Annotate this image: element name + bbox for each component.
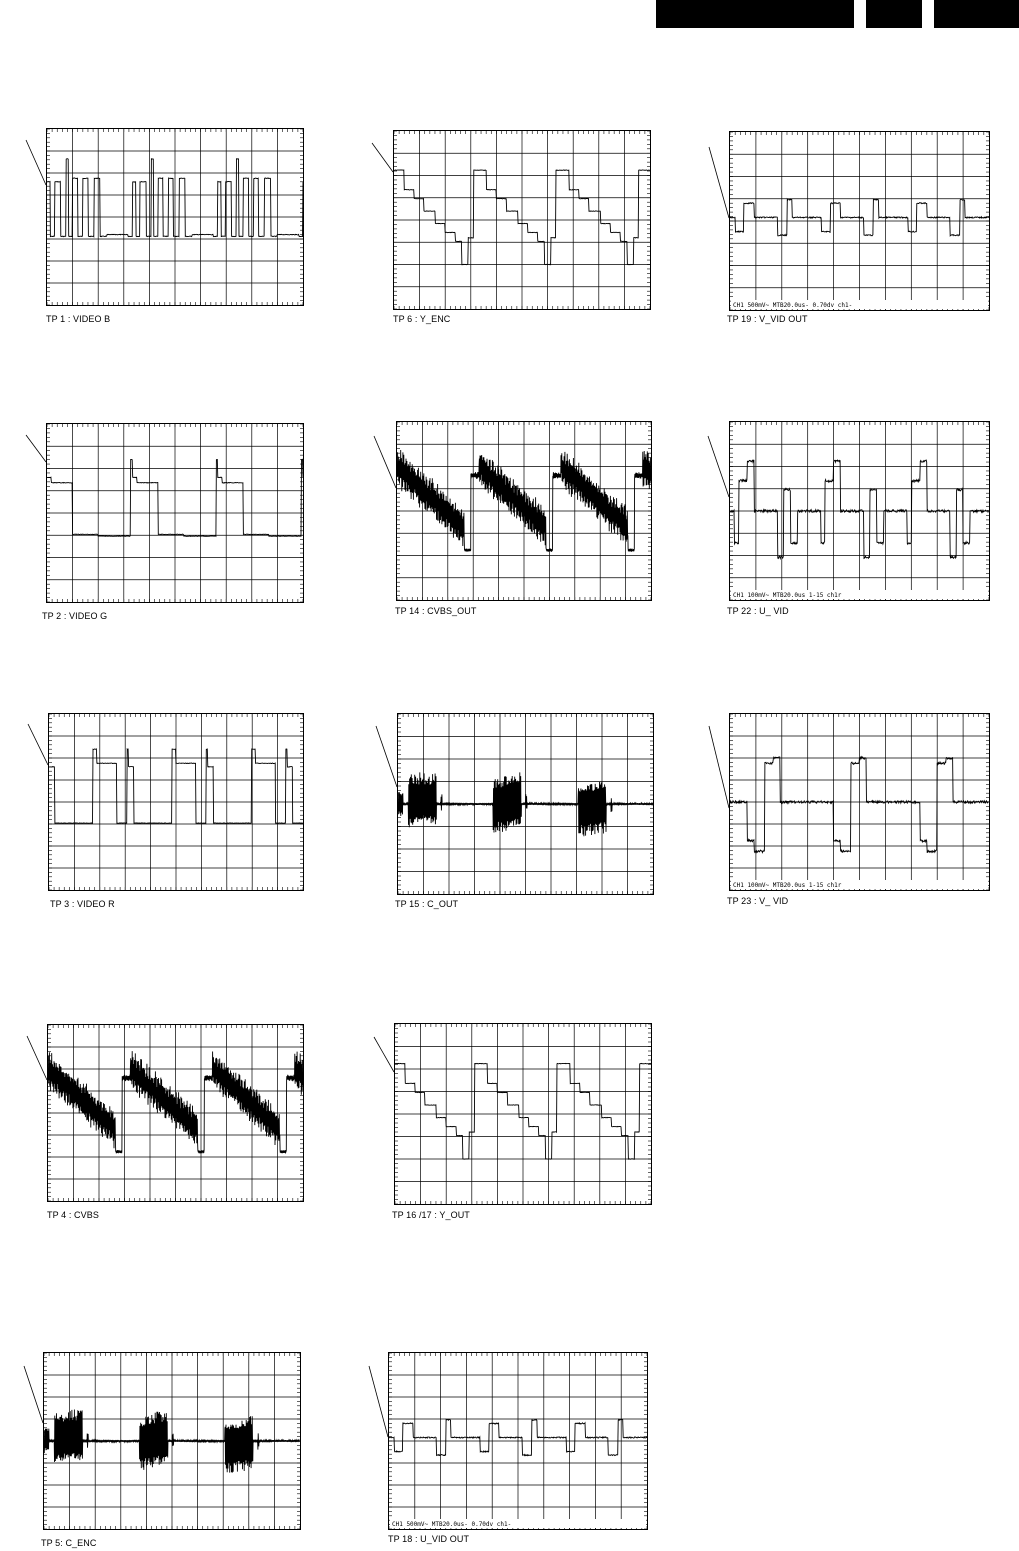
- scope-grid: [49, 714, 303, 890]
- readout-tp19: CH1 500mV~ MTB20.0us- 0.70dv ch1-: [733, 302, 853, 309]
- scope-tp4: [47, 1024, 304, 1202]
- caption-tp14: TP 14 : CVBS_OUT: [395, 606, 477, 616]
- waveform-tp4: [48, 1025, 303, 1201]
- caption-tp4: TP 4 : CVBS: [47, 1210, 99, 1220]
- readout-tp23: CH1 100mV~ MTB20.0us 1-15 ch1r: [733, 882, 842, 889]
- scope-tp5: [43, 1352, 301, 1530]
- pointer-line: [374, 1037, 394, 1072]
- pointer-line: [709, 147, 729, 218]
- waveform-tp16: [395, 1024, 651, 1204]
- waveform-tp19: [730, 132, 989, 310]
- caption-tp5: TP 5: C_ENC: [41, 1538, 97, 1548]
- waveform-tp3: [49, 714, 303, 890]
- scope-tp2: [46, 423, 304, 603]
- caption-tp2: TP 2 : VIDEO G: [42, 611, 108, 621]
- scope-tp23: [729, 713, 990, 891]
- waveform-tp6: [394, 131, 650, 309]
- scope-tp22: [729, 421, 990, 601]
- caption-tp1: TP 1 : VIDEO B: [46, 314, 111, 324]
- pointer-line: [28, 724, 48, 765]
- waveform-tp2: [47, 424, 303, 602]
- caption-tp18: TP 18 : U_VID OUT: [388, 1534, 470, 1544]
- scope-tp19: [729, 131, 990, 311]
- pointer-line: [709, 726, 729, 808]
- scope-grid: [395, 1024, 651, 1204]
- pointer-line: [374, 436, 396, 488]
- caption-tp15: TP 15 : C_OUT: [395, 899, 459, 909]
- scope-tp1: [46, 128, 304, 306]
- header-block-1: [656, 0, 854, 28]
- scope-tp3: [48, 713, 304, 891]
- pointer-line: [372, 143, 393, 172]
- pointer-line: [369, 1366, 388, 1437]
- caption-tp23: TP 23 : V_ VID: [727, 896, 789, 906]
- waveform-tp14: [397, 422, 651, 600]
- scope-grid: [47, 424, 303, 602]
- waveform-tp23: [730, 714, 989, 890]
- caption-tp19: TP 19 : V_VID OUT: [727, 314, 808, 324]
- header-block-3: [934, 0, 1019, 28]
- caption-tp22: TP 22 : U_ VID: [727, 606, 789, 616]
- scope-tp15: [397, 713, 654, 895]
- pointer-line: [708, 436, 729, 497]
- pointer-line: [26, 140, 46, 185]
- scope-grid: [394, 131, 650, 309]
- caption-tp6: TP 6 : Y_ENC: [393, 314, 451, 324]
- header-block-2: [866, 0, 922, 28]
- scope-tp16: [394, 1023, 652, 1205]
- waveform-tp15: [398, 714, 653, 894]
- scope-tp14: [396, 421, 652, 601]
- waveform-tp18: [389, 1353, 647, 1529]
- pointer-line: [27, 1036, 47, 1080]
- pointer-line: [26, 435, 46, 462]
- scope-tp18: [388, 1352, 648, 1530]
- readout-tp18: CH1 500mV~ MTB20.0us- 0.70dv ch1-: [392, 1521, 512, 1528]
- waveform-tp1: [47, 129, 303, 305]
- caption-tp3: TP 3 : VIDEO R: [50, 899, 115, 909]
- readout-tp22: CH1 100mV~ MTB20.0us 1-15 ch1r: [733, 592, 842, 599]
- waveform-tp22: [730, 422, 989, 600]
- scope-grid: [730, 714, 989, 890]
- waveform-tp5: [44, 1353, 300, 1529]
- scope-tp6: [393, 130, 651, 310]
- pointer-line: [376, 726, 397, 787]
- pointer-line: [24, 1366, 43, 1423]
- caption-tp16: TP 16 /17 : Y_OUT: [392, 1210, 470, 1220]
